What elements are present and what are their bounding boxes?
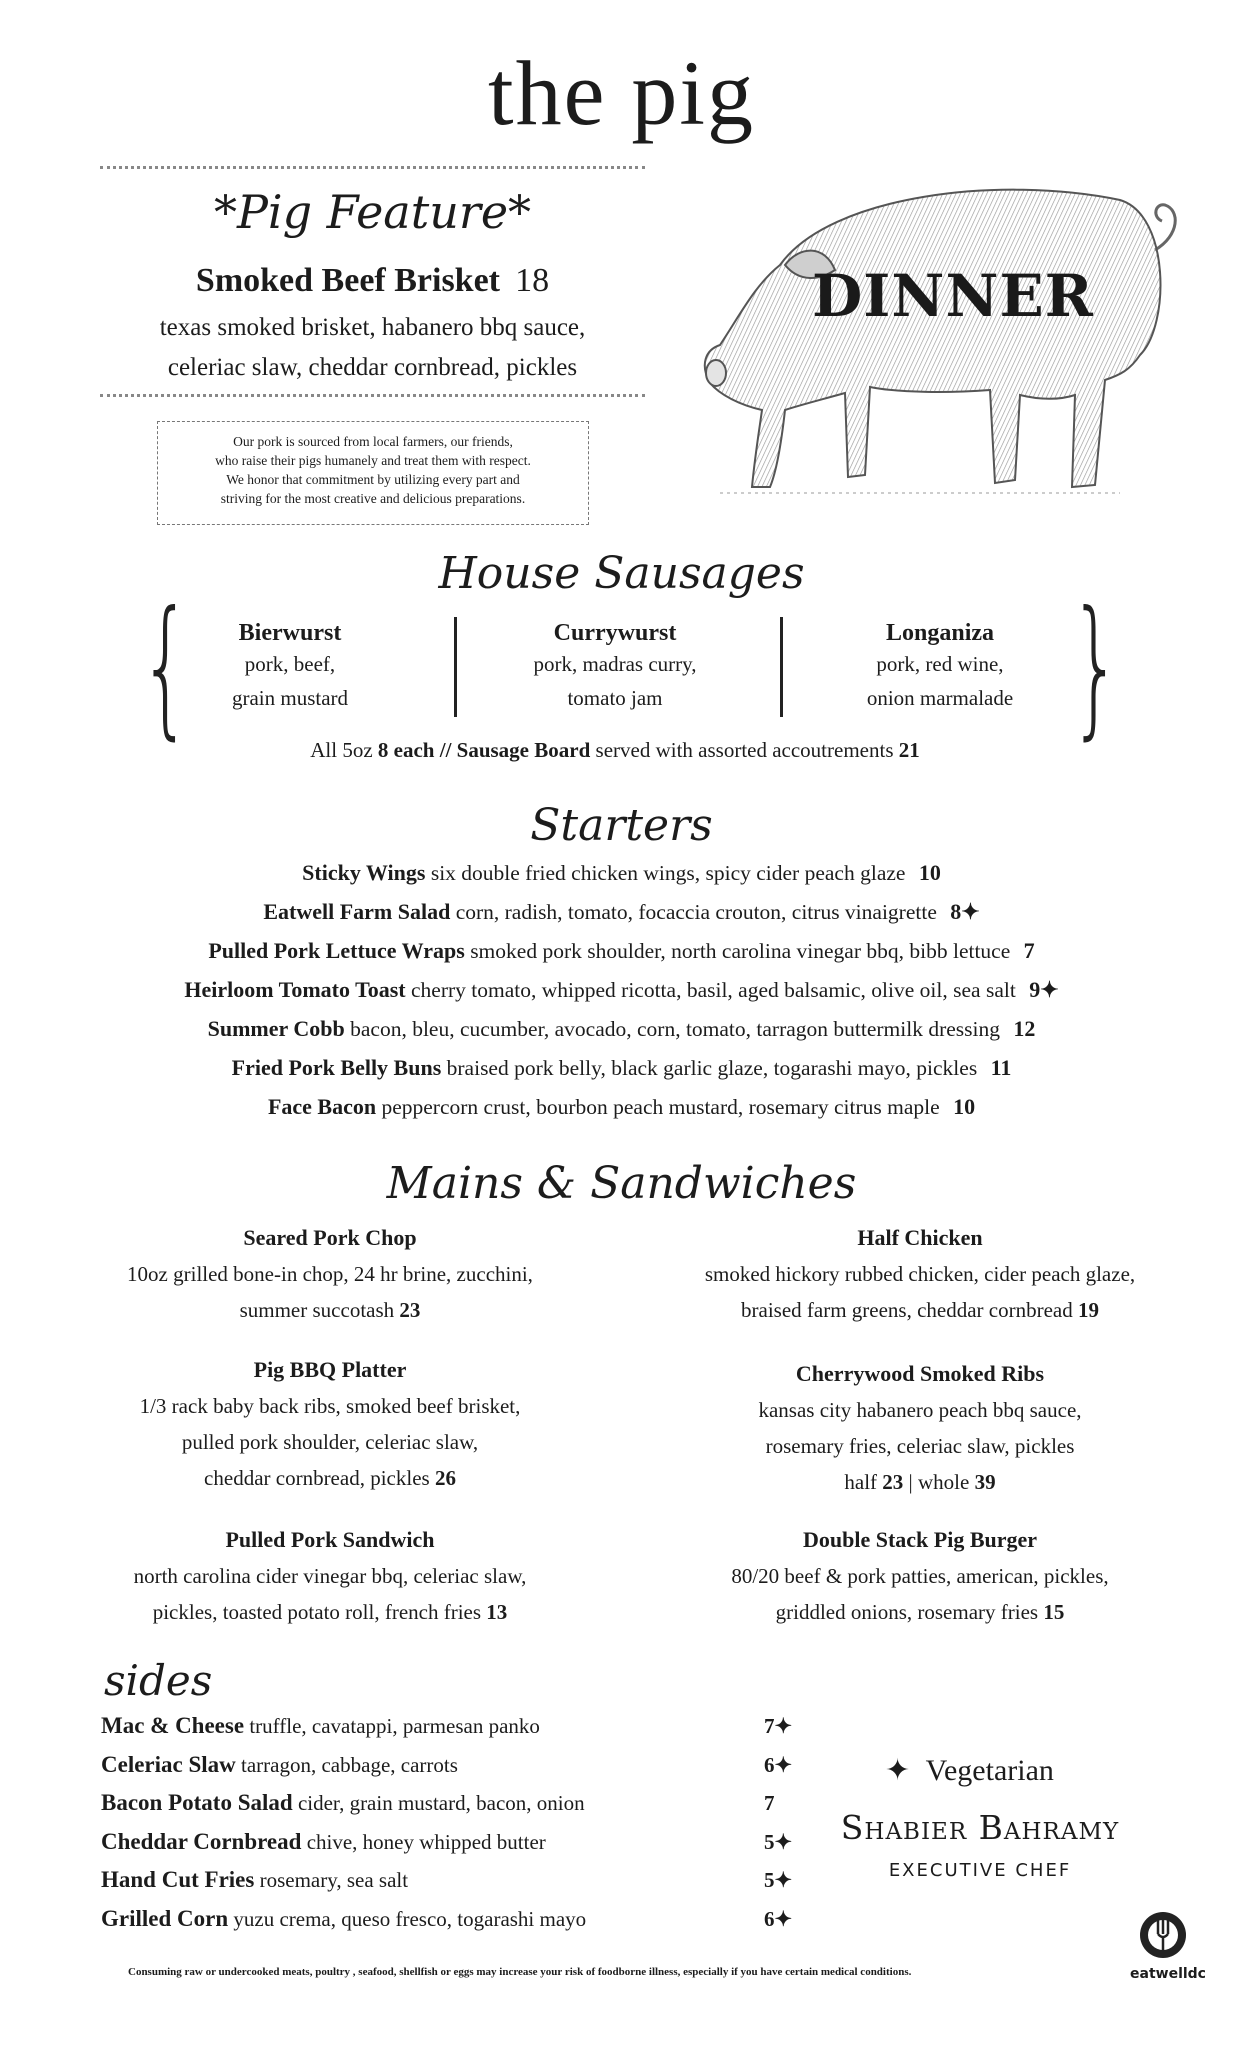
sausage-note-size: All 5oz: [310, 738, 373, 762]
vegetarian-label: Vegetarian: [925, 1754, 1054, 1787]
price-separator: |: [908, 1470, 913, 1494]
main-item: [640, 1356, 1200, 1500]
item-desc: 1/3 rack baby back ribs, smoked beef brisket,: [139, 1394, 521, 1418]
list-item: [101, 1790, 585, 1816]
list-item: [101, 1906, 586, 1932]
section-heading-sausages: House Sausages: [438, 548, 805, 599]
sausage-desc: pork, beef,: [244, 652, 336, 676]
sausage-desc: tomato jam: [567, 686, 663, 710]
sourcing-note: [157, 421, 589, 525]
feature-desc-line: celeriac slaw, cheddar cornbread, pickles: [167, 354, 578, 381]
restaurant-title: the pig: [488, 42, 755, 144]
sausage-board-price: 21: [898, 738, 920, 762]
item-desc: 80/20 beef & pork patties, american, pickles,: [731, 1564, 1109, 1588]
item-desc: cheddar cornbread, pickles: [204, 1466, 430, 1490]
sausage-board-name: Sausage Board: [456, 738, 591, 762]
item-desc: pickles, toasted potato roll, french fries: [152, 1600, 482, 1624]
sausage-note-separator: //: [439, 738, 452, 762]
list-item: [0, 899, 1243, 925]
item-name: Cherrywood Smoked Ribs: [795, 1361, 1045, 1386]
note-line: Our pork is sourced from local farmers, our friends,: [233, 434, 513, 449]
item-name: Eatwell Farm Salad: [263, 899, 451, 924]
item-name: Hand Cut Fries: [101, 1867, 255, 1892]
item-desc: bacon, bleu, cucumber, avocado, corn, tomato, tarragon buttermilk dressing: [350, 1017, 1001, 1041]
sausage-divider: [780, 617, 783, 717]
item-price: 12: [1013, 1016, 1036, 1041]
item-price: 26: [434, 1466, 456, 1490]
vegetarian-legend: [885, 1753, 1054, 1788]
item-desc: truffle, cavatappi, parmesan panko: [249, 1714, 540, 1738]
feature-price: 18: [515, 262, 550, 299]
item-desc: chive, honey whipped butter: [306, 1830, 546, 1854]
main-item: [60, 1220, 600, 1328]
item-desc: braised pork belly, black garlic glaze, togarashi mayo, pickles: [446, 1056, 978, 1080]
item-price: 11: [990, 1055, 1012, 1080]
item-name: Heirloom Tomato Toast: [184, 977, 406, 1002]
sausage-item: [180, 620, 400, 715]
item-name: Half Chicken: [857, 1225, 983, 1250]
list-item: [0, 860, 1243, 886]
half-price: 23: [882, 1470, 904, 1494]
sausage-divider: [454, 617, 457, 717]
food-safety-disclaimer: Consuming raw or undercooked meats, poultry , seafood, shellfish or eggs may increase your risk of foodborne illness, especially if you have certain medical conditions.: [128, 1966, 912, 1978]
item-price: 7✦: [764, 1714, 793, 1738]
divider-top: [100, 166, 645, 169]
note-line: striving for the most creative and delicious preparations.: [220, 491, 526, 506]
item-name: Pig BBQ Platter: [253, 1357, 407, 1382]
item-name: Pulled Pork Sandwich: [225, 1527, 435, 1552]
item-price: 13: [486, 1600, 508, 1624]
item-name: Bacon Potato Salad: [101, 1790, 293, 1815]
right-brace: }: [1069, 580, 1122, 754]
item-price: 5✦: [764, 1830, 793, 1854]
item-name: Fried Pork Belly Buns: [231, 1055, 442, 1080]
item-price: 10: [918, 860, 941, 885]
item-name: Summer Cobb: [207, 1016, 345, 1041]
list-item: [0, 1055, 1243, 1081]
item-name: Pulled Pork Lettuce Wraps: [208, 938, 465, 963]
pig-illustration: [700, 155, 1200, 545]
sausage-desc: onion marmalade: [866, 686, 1014, 710]
list-item: [101, 1752, 458, 1778]
list-item: [0, 1016, 1243, 1042]
left-brace: {: [139, 580, 192, 754]
list-item: [0, 1094, 1243, 1120]
list-item: [101, 1829, 546, 1855]
sausage-name: Bierwurst: [238, 620, 342, 646]
main-item: [60, 1522, 600, 1630]
sausage-name: Currywurst: [553, 620, 677, 646]
item-name: Grilled Corn: [101, 1906, 229, 1931]
item-name: Cheddar Cornbread: [101, 1829, 302, 1854]
item-price: 10: [953, 1094, 976, 1119]
vegetarian-star-icon: ✦: [885, 1754, 911, 1787]
item-desc: 10oz grilled bone-in chop, 24 hr brine, zucchini,: [127, 1262, 533, 1286]
item-price: 19: [1078, 1298, 1099, 1322]
item-price: 5✦: [764, 1868, 793, 1892]
item-name: Double Stack Pig Burger: [802, 1527, 1038, 1552]
item-desc: kansas city habanero peach bbq sauce,: [758, 1398, 1082, 1422]
item-desc: summer succotash: [239, 1298, 395, 1322]
half-label: half: [844, 1470, 878, 1494]
sausage-note: [150, 738, 1080, 763]
feature-description: [100, 308, 645, 388]
item-desc: griddled onions, rosemary fries: [775, 1600, 1039, 1624]
main-item: [640, 1220, 1200, 1328]
item-name: Sticky Wings: [302, 860, 426, 885]
list-item: [0, 977, 1243, 1003]
sausage-board-desc: served with assorted accoutrements: [595, 738, 894, 762]
list-item: [101, 1713, 540, 1739]
item-desc: north carolina cider vinegar bbq, celeriac slaw,: [133, 1564, 527, 1588]
main-item: [60, 1352, 600, 1496]
item-name: Mac & Cheese: [101, 1713, 245, 1738]
item-desc: rosemary, sea salt: [259, 1868, 409, 1892]
eatwell-logo-icon: [1138, 1910, 1188, 1960]
section-heading-starters: Starters: [530, 800, 713, 851]
eatwell-brand: eatwelldc: [1130, 1966, 1206, 1982]
section-heading-sides: sides: [104, 1656, 213, 1705]
item-desc: tarragon, cabbage, carrots: [241, 1753, 458, 1777]
item-price: 6✦: [764, 1753, 793, 1777]
chef-signature: Shabier Bahramy: [840, 1808, 1120, 1847]
divider-feature: [100, 394, 645, 397]
item-desc: yuzu crema, queso fresco, togarashi mayo: [233, 1907, 587, 1931]
main-item: [640, 1522, 1200, 1630]
feature-desc-line: texas smoked brisket, habanero bbq sauce,: [159, 314, 586, 341]
item-price: 23: [399, 1298, 421, 1322]
sausage-desc: pork, madras curry,: [533, 652, 697, 676]
item-price: 8✦: [950, 899, 980, 924]
item-name: Celeriac Slaw: [101, 1752, 236, 1777]
chef-title: EXECUTIVE CHEF: [888, 1860, 1072, 1881]
item-desc: corn, radish, tomato, focaccia crouton, citrus vinaigrette: [455, 900, 937, 924]
note-line: We honor that commitment by utilizing every part and: [226, 472, 520, 487]
feature-label: *Pig Feature*: [213, 185, 532, 239]
item-desc: pulled pork shoulder, celeriac slaw,: [181, 1430, 479, 1454]
list-item: [101, 1867, 408, 1893]
item-price: 7: [1023, 938, 1035, 963]
list-item: [0, 938, 1243, 964]
item-desc: cherry tomato, whipped ricotta, basil, aged balsamic, olive oil, sea salt: [411, 978, 1016, 1002]
whole-price: 39: [974, 1470, 996, 1494]
dinner-label: DINNER: [812, 262, 1094, 330]
item-price: 9✦: [1029, 977, 1059, 1002]
item-desc: six double fried chicken wings, spicy cider peach glaze: [430, 861, 906, 885]
item-desc: peppercorn crust, bourbon peach mustard, rosemary citrus maple: [381, 1095, 940, 1119]
sausage-note-price: 8 each: [377, 738, 435, 762]
sausage-desc: pork, red wine,: [876, 652, 1004, 676]
note-line: who raise their pigs humanely and treat them with respect.: [215, 453, 531, 468]
item-name: Face Bacon: [267, 1094, 377, 1119]
item-price: 7: [764, 1791, 775, 1815]
sausage-item: [480, 620, 750, 715]
sausage-desc: grain mustard: [231, 686, 349, 710]
whole-label: whole: [918, 1470, 970, 1494]
item-desc: cider, grain mustard, bacon, onion: [297, 1791, 585, 1815]
item-desc: rosemary fries, celeriac slaw, pickles: [765, 1434, 1075, 1458]
item-price: 6✦: [764, 1907, 793, 1931]
item-name: Seared Pork Chop: [243, 1225, 417, 1250]
item-price: 15: [1043, 1600, 1065, 1624]
item-desc: braised farm greens, cheddar cornbread: [741, 1298, 1073, 1322]
feature-name: Smoked Beef Brisket: [195, 262, 500, 299]
sausage-name: Longaniza: [885, 620, 995, 646]
section-heading-mains: Mains & Sandwiches: [386, 1158, 857, 1209]
sausage-item: [820, 620, 1060, 715]
item-desc: smoked hickory rubbed chicken, cider peach glaze,: [704, 1262, 1136, 1286]
feature-title: [100, 262, 645, 300]
item-desc: smoked pork shoulder, north carolina vinegar bbq, bibb lettuce: [470, 939, 1011, 963]
